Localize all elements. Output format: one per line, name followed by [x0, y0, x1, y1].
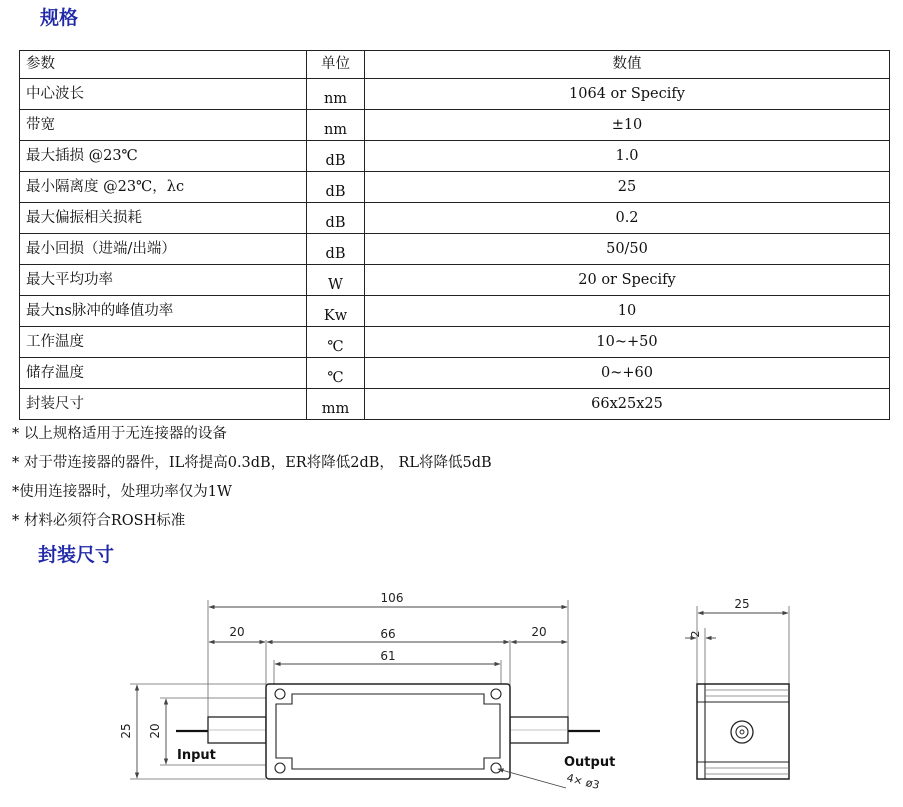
dim-body: 66 [380, 627, 396, 641]
unit-cell: dB [307, 141, 365, 172]
note-item: * 对于带连接器的器件，IL将提高0.3dB，ER将降低2dB， RL将降低5dB [12, 455, 492, 471]
unit-cell: ℃ [307, 358, 365, 389]
table-row [20, 389, 890, 420]
unit-cell: nm [307, 110, 365, 141]
table-header-row [20, 51, 890, 79]
header-param: 参数 [20, 51, 307, 79]
value-cell: 0~+60 [365, 358, 890, 389]
value-cell: 20 or Specify [365, 265, 890, 296]
param-cell: 储存温度 [20, 358, 307, 389]
table-row [20, 203, 890, 234]
value-cell: 50/50 [365, 234, 890, 265]
note-item: * 材料必须符合ROSH标准 [12, 513, 186, 529]
table-row [20, 234, 890, 265]
table-row [20, 265, 890, 296]
table-row [20, 358, 890, 389]
value-cell: 0.2 [365, 203, 890, 234]
param-cell: 最大平均功率 [20, 265, 307, 296]
unit-cell: dB [307, 203, 365, 234]
table-row [20, 296, 890, 327]
hole-callout: 4× ø3 [565, 771, 601, 793]
dim-right: 20 [531, 625, 547, 639]
note-item: *使用连接器时，处理功率仅为1W [12, 484, 232, 500]
spec-table [19, 50, 890, 420]
value-cell: 66x25x25 [365, 389, 890, 420]
value-cell: 10~+50 [365, 327, 890, 358]
dim-left: 20 [229, 625, 245, 639]
spec-heading: 规格 [40, 7, 79, 29]
dim-height-outer: 25 [119, 723, 133, 739]
unit-cell: W [307, 265, 365, 296]
dim-side-width: 25 [734, 597, 750, 611]
table-row [20, 327, 890, 358]
value-cell: 1.0 [365, 141, 890, 172]
unit-cell: mm [307, 389, 365, 420]
dim-side-offset: 2 [689, 630, 702, 638]
param-cell: 中心波长 [20, 79, 307, 110]
dim-height-inner: 20 [148, 723, 162, 739]
param-cell: 封装尺寸 [20, 389, 307, 420]
param-cell: 最大偏振相关损耗 [20, 203, 307, 234]
unit-cell: dB [307, 234, 365, 265]
param-cell: 最大ns脉冲的峰值功率 [20, 296, 307, 327]
header-value: 数值 [365, 51, 890, 79]
table-row [20, 172, 890, 203]
unit-cell: dB [307, 172, 365, 203]
notes-list [12, 420, 492, 536]
param-cell: 带宽 [20, 110, 307, 141]
output-label: Output [564, 755, 616, 770]
dim-inner: 61 [380, 649, 396, 663]
value-cell: ±10 [365, 110, 890, 141]
unit-cell: ℃ [307, 327, 365, 358]
unit-cell: Kw [307, 296, 365, 327]
table-row [20, 110, 890, 141]
param-cell: 最小回损（进端/出端） [20, 234, 307, 265]
param-cell: 工作温度 [20, 327, 307, 358]
package-drawing [0, 570, 903, 807]
unit-cell: nm [307, 79, 365, 110]
header-unit: 单位 [307, 51, 365, 79]
param-cell: 最小隔离度 @23℃，λc [20, 172, 307, 203]
dim-overall: 106 [380, 591, 404, 605]
input-label: Input [177, 748, 216, 763]
value-cell: 1064 or Specify [365, 79, 890, 110]
note-item: * 以上规格适用于无连接器的设备 [12, 426, 227, 442]
value-cell: 10 [365, 296, 890, 327]
package-heading: 封装尺寸 [38, 544, 115, 566]
table-row [20, 141, 890, 172]
param-cell: 最大插损 @23℃ [20, 141, 307, 172]
value-cell: 25 [365, 172, 890, 203]
table-row [20, 79, 890, 110]
